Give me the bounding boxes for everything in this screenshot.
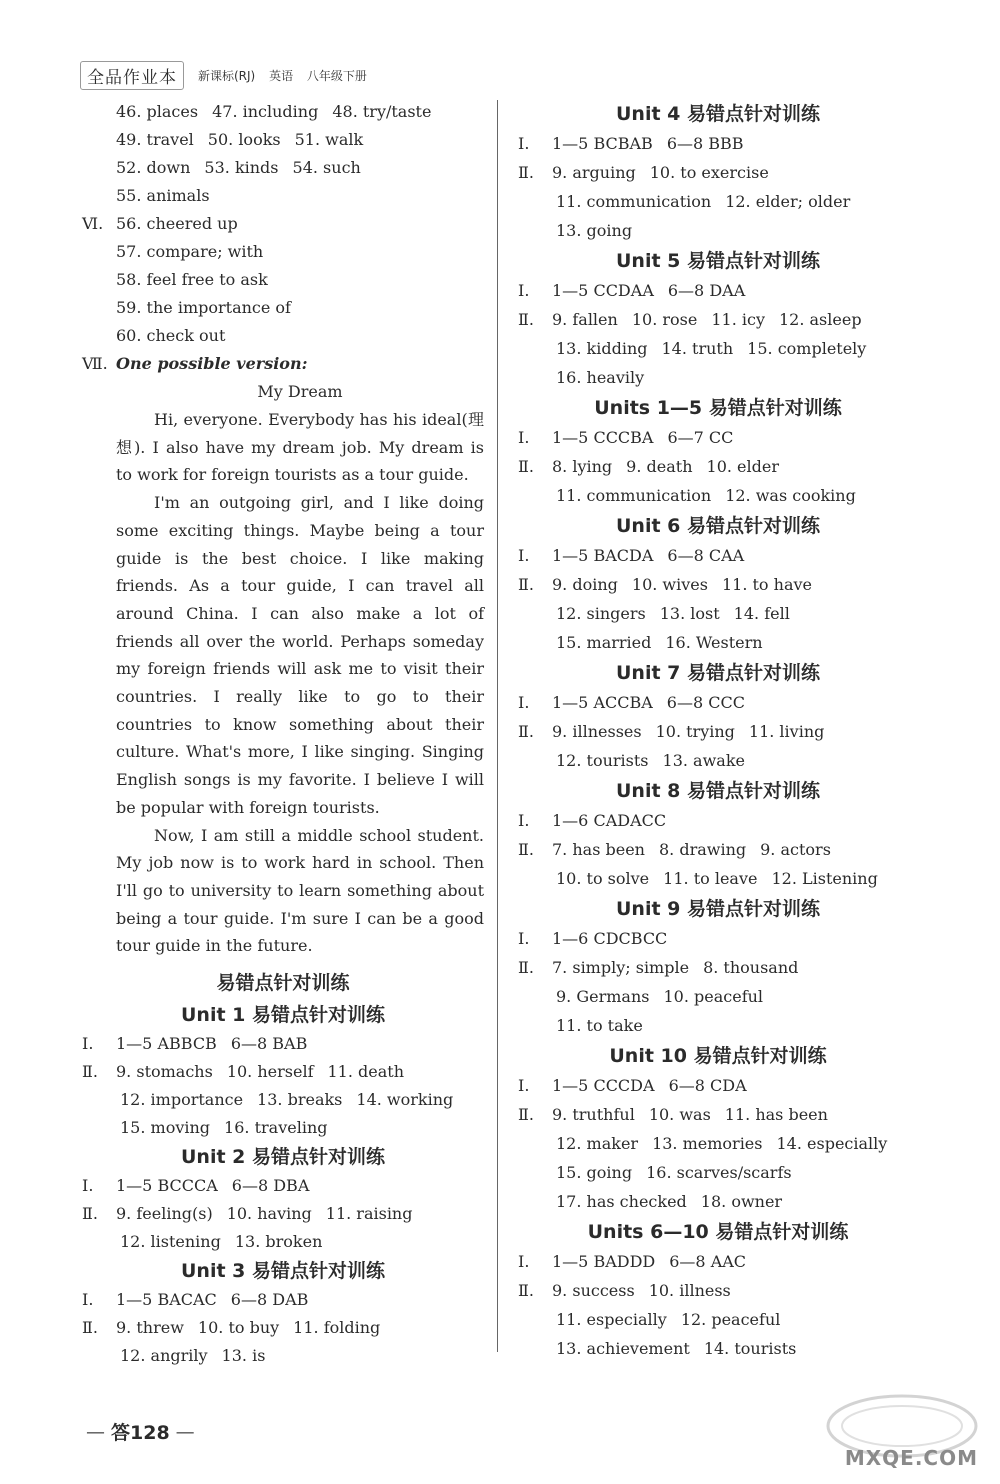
unit-title: Unit 1 易错点针对训练 xyxy=(181,1004,385,1027)
answer-line xyxy=(518,187,918,216)
answer-item: 8. lying xyxy=(552,457,613,476)
answer-item: 6—8 CAA xyxy=(667,546,745,565)
answer-item: 14. especially xyxy=(776,1134,888,1153)
unit-title: Unit 7 易错点针对训练 xyxy=(616,662,820,684)
answer-item: 11. to leave xyxy=(663,869,758,888)
answer-line xyxy=(82,98,484,126)
answer-line xyxy=(82,154,484,182)
answer-item: 13. kidding xyxy=(556,339,648,358)
answer-line xyxy=(518,835,918,864)
answer-line xyxy=(518,982,918,1011)
answer-line xyxy=(518,746,918,775)
unit-section xyxy=(82,1000,484,1142)
answer-line xyxy=(518,305,918,334)
unit-section xyxy=(82,1142,484,1256)
answer-item: 57. compare; with xyxy=(116,242,264,261)
answer-line xyxy=(82,1172,484,1200)
roman-numeral: Ⅰ. xyxy=(518,929,530,948)
roman-numeral: Ⅱ. xyxy=(82,1062,98,1082)
answer-item: 9. success xyxy=(552,1281,635,1300)
essay-heading-line xyxy=(82,350,484,378)
answer-item: 11. to take xyxy=(556,1016,643,1035)
answer-list-vi xyxy=(82,210,484,350)
answer-item: 12. maker xyxy=(556,1134,639,1153)
answer-item: 11. icy xyxy=(711,310,765,329)
answer-item: 55. animals xyxy=(116,186,210,205)
answer-item: 9. actors xyxy=(760,840,831,859)
answer-line xyxy=(82,1286,484,1314)
answer-line xyxy=(82,1228,484,1256)
answer-item: 13. going xyxy=(556,221,633,240)
left-column xyxy=(82,98,484,1370)
answer-item: 14. truth xyxy=(661,339,734,358)
roman-numeral: Ⅰ. xyxy=(518,1076,530,1095)
answer-line xyxy=(518,541,918,570)
page-footer xyxy=(80,1418,201,1445)
answer-line xyxy=(518,1011,918,1040)
answer-line xyxy=(518,1276,918,1305)
answer-item: 15. married xyxy=(556,633,652,652)
answer-item: 58. feel free to ask xyxy=(116,270,268,289)
answer-item: 10. illness xyxy=(648,1281,731,1300)
unit-section xyxy=(518,393,918,510)
answer-item: 14. working xyxy=(356,1090,454,1110)
roman-numeral: Ⅱ. xyxy=(518,457,534,476)
answer-item: 53. kinds xyxy=(204,158,279,177)
right-column xyxy=(518,98,918,1363)
answer-item: 13. achievement xyxy=(556,1339,690,1358)
roman-numeral: Ⅰ. xyxy=(82,1290,94,1310)
book-brand: 全品作业本 xyxy=(80,61,184,90)
answer-item: 12. importance xyxy=(120,1090,244,1110)
answer-item: 7. simply; simple xyxy=(552,958,690,977)
answer-item: 10. to solve xyxy=(556,869,650,888)
answer-item: 13. breaks xyxy=(257,1090,343,1110)
answer-item: 1—5 BACAC xyxy=(116,1290,217,1310)
answer-item: 13. memories xyxy=(652,1134,763,1153)
answer-item: 16. traveling xyxy=(224,1118,328,1138)
answer-item: 14. tourists xyxy=(703,1339,797,1358)
essay-title: My Dream xyxy=(257,382,343,401)
unit-title: Unit 5 易错点针对训练 xyxy=(616,250,820,272)
answer-item: 1—5 CCCDA xyxy=(552,1076,655,1095)
answer-item: 16. Western xyxy=(665,633,763,652)
essay-paragraph: Hi, everyone. Everybody has his ideal(理想). I also have my dream job. My dream is to work for foreign tourists as a tour guide. xyxy=(116,410,484,485)
answer-item: 15. going xyxy=(556,1163,633,1182)
roman-numeral: Ⅶ. xyxy=(82,354,108,373)
footer-dash-left: — xyxy=(86,1420,105,1443)
unit-title: Unit 9 易错点针对训练 xyxy=(616,898,820,920)
answer-item: 1—5 BCCCA xyxy=(116,1176,218,1196)
watermark-text: MXQE.COM xyxy=(844,1446,978,1470)
answer-line xyxy=(518,1334,918,1363)
answer-item: 10. trying xyxy=(655,722,735,741)
answer-item: 11. has been xyxy=(724,1105,828,1124)
essay-body xyxy=(82,406,484,960)
roman-numeral: Ⅰ. xyxy=(518,1252,530,1271)
answer-line xyxy=(518,158,918,187)
unit-section xyxy=(518,511,918,657)
answer-item: 49. travel xyxy=(116,130,194,149)
answer-item: 7. has been xyxy=(552,840,645,859)
answer-item: 10. herself xyxy=(226,1062,314,1082)
answer-item: 11. communication xyxy=(556,486,712,505)
answer-item: 14. fell xyxy=(733,604,790,623)
answer-line xyxy=(518,717,918,746)
answer-item: 13. lost xyxy=(659,604,720,623)
answer-item: 9. illnesses xyxy=(552,722,642,741)
unit-section xyxy=(518,658,918,775)
answer-line xyxy=(518,1071,918,1100)
answer-item: 12. peaceful xyxy=(680,1310,781,1329)
roman-numeral: Ⅰ. xyxy=(82,1176,94,1196)
answer-line xyxy=(518,334,918,363)
answer-item: 59. the importance of xyxy=(116,298,291,317)
answer-item: 9. Germans xyxy=(556,987,650,1006)
page-header xyxy=(80,60,377,90)
roman-numeral: Ⅱ. xyxy=(518,958,534,977)
answer-line xyxy=(82,1314,484,1342)
unit-title: Unit 4 易错点针对训练 xyxy=(616,103,820,125)
unit-section xyxy=(518,776,918,893)
answer-line xyxy=(518,570,918,599)
unit-section xyxy=(518,246,918,392)
answer-item: 1—5 CCCBA xyxy=(552,428,654,447)
answer-item: 9. doing xyxy=(552,575,618,594)
left-unit-sections xyxy=(82,1000,484,1370)
answer-item: 6—8 BBB xyxy=(666,134,744,153)
answer-line xyxy=(518,864,918,893)
right-unit-sections xyxy=(518,99,918,1363)
answer-line xyxy=(82,1086,484,1114)
answer-item: 12. was cooking xyxy=(725,486,856,505)
answer-item: 11. to have xyxy=(721,575,812,594)
answer-item: 9. death xyxy=(626,457,693,476)
unit-section xyxy=(518,1217,918,1363)
answer-line xyxy=(82,1200,484,1228)
answer-line xyxy=(518,1158,918,1187)
answer-item: 9. fallen xyxy=(552,310,618,329)
footer-dash-right: — xyxy=(175,1420,195,1443)
answer-item: 12. tourists xyxy=(556,751,649,770)
column-divider xyxy=(497,100,498,1352)
roman-numeral: Ⅱ. xyxy=(518,310,534,329)
answer-item: 17. has checked xyxy=(556,1192,687,1211)
answer-line xyxy=(82,266,484,294)
essay-heading: One possible version: xyxy=(116,354,308,373)
unit-section xyxy=(518,99,918,245)
answer-item: 1—5 BCBAB xyxy=(552,134,653,153)
answer-line xyxy=(82,322,484,350)
answer-line xyxy=(518,924,918,953)
roman-numeral: Ⅱ. xyxy=(518,163,534,182)
answer-item: 50. looks xyxy=(207,130,281,149)
answer-line xyxy=(518,1129,918,1158)
answer-item: 1—5 ABBCB xyxy=(116,1034,217,1054)
book-meta xyxy=(198,67,377,84)
answer-item: 52. down xyxy=(116,158,191,177)
answer-item: 56. cheered up xyxy=(116,214,238,233)
answer-item: 11. folding xyxy=(293,1318,381,1338)
unit-section xyxy=(82,1256,484,1370)
answer-line xyxy=(518,806,918,835)
unit-title: Unit 10 易错点针对训练 xyxy=(609,1045,827,1067)
answer-line xyxy=(518,1187,918,1216)
answer-item: 1—6 CDCBCC xyxy=(552,929,668,948)
answer-item: 10. having xyxy=(226,1204,312,1224)
meta-edition: 新课标(RJ) xyxy=(198,68,256,83)
answer-line xyxy=(518,628,918,657)
answer-item: 11. death xyxy=(327,1062,404,1082)
answer-line xyxy=(82,1030,484,1058)
answer-item: 15. moving xyxy=(120,1118,211,1138)
answer-line xyxy=(518,688,918,717)
essay-paragraph: I'm an outgoing girl, and I like doing some exciting things. Maybe being a tour guide is the best choice. I like making friends. As a tour guide, I can travel all around China. I can also make a lot of friends all over the world. Perhaps someday my foreign friends will ask me to visit their countries. I really like to go to their countries to know something about their culture. What's more, I like singing. Singing English songs is my favorite. I believe I will be popular with foreign tourists. xyxy=(116,493,484,817)
answer-item: 12. listening xyxy=(120,1232,221,1252)
answer-line xyxy=(518,1100,918,1129)
answer-item: 6—7 CC xyxy=(667,428,734,447)
unit-title: Unit 8 易错点针对训练 xyxy=(616,780,820,802)
answer-line xyxy=(82,182,484,210)
answer-item: 11. communication xyxy=(556,192,712,211)
answer-line xyxy=(518,216,918,245)
meta-subject: 英语 xyxy=(269,68,294,83)
answer-line xyxy=(82,1114,484,1142)
unit-title: Units 6—10 易错点针对训练 xyxy=(587,1221,849,1243)
answer-item: 13. awake xyxy=(662,751,745,770)
answer-item: 18. owner xyxy=(700,1192,783,1211)
answer-list-46-55 xyxy=(82,98,484,210)
answer-item: 48. try/taste xyxy=(332,102,432,121)
answer-line xyxy=(518,953,918,982)
meta-grade: 八年级下册 xyxy=(306,68,367,83)
unit-title: Unit 3 易错点针对训练 xyxy=(181,1260,385,1283)
answer-line xyxy=(518,276,918,305)
answer-item: 1—6 CADACC xyxy=(552,811,667,830)
answer-line xyxy=(82,1058,484,1086)
answer-line xyxy=(518,1247,918,1276)
unit-title: Unit 2 易错点针对训练 xyxy=(181,1146,385,1169)
answer-line xyxy=(82,126,484,154)
roman-numeral: Ⅰ. xyxy=(518,134,530,153)
answer-item: 10. was xyxy=(648,1105,711,1124)
roman-numeral: Ⅰ. xyxy=(518,693,530,712)
answer-item: 11. raising xyxy=(325,1204,413,1224)
roman-numeral: Ⅱ. xyxy=(518,722,534,741)
answer-line xyxy=(518,452,918,481)
answer-item: 10. wives xyxy=(631,575,708,594)
answer-line xyxy=(82,210,484,238)
answer-item: 54. such xyxy=(292,158,361,177)
roman-numeral: Ⅱ. xyxy=(518,575,534,594)
answer-item: 51. walk xyxy=(294,130,364,149)
answer-line xyxy=(82,1342,484,1370)
answer-item: 1—5 CCDAA xyxy=(552,281,654,300)
answer-item: 11. living xyxy=(748,722,825,741)
answer-item: 16. heavily xyxy=(556,368,645,387)
roman-numeral: Ⅱ. xyxy=(518,1281,534,1300)
answer-item: 60. check out xyxy=(116,326,226,345)
roman-numeral: Ⅱ. xyxy=(82,1204,98,1224)
answer-item: 10. to buy xyxy=(197,1318,280,1338)
section-title: 易错点针对训练 xyxy=(216,972,350,995)
answer-item: 6—8 DAB xyxy=(230,1290,309,1310)
roman-numeral: Ⅵ. xyxy=(82,214,104,233)
answer-item: 6—8 DBA xyxy=(231,1176,310,1196)
answer-item: 6—8 CCC xyxy=(666,693,745,712)
answer-line xyxy=(82,238,484,266)
answer-item: 12. singers xyxy=(556,604,646,623)
roman-numeral: Ⅰ. xyxy=(518,428,530,447)
answer-item: 10. to exercise xyxy=(649,163,769,182)
answer-item: 1—5 BACDA xyxy=(552,546,654,565)
answer-item: 15. completely xyxy=(747,339,867,358)
answer-item: 16. scarves/scarfs xyxy=(646,1163,792,1182)
roman-numeral: Ⅰ. xyxy=(518,546,530,565)
answer-item: 47. including xyxy=(212,102,319,121)
answer-item: 12. angrily xyxy=(120,1346,208,1366)
page-number: 答128 xyxy=(111,1422,170,1444)
answer-item: 6—8 CDA xyxy=(668,1076,747,1095)
answer-line xyxy=(518,423,918,452)
answer-item: 46. places xyxy=(116,102,199,121)
answer-item: 8. thousand xyxy=(703,958,799,977)
answer-item: 6—8 DAA xyxy=(667,281,746,300)
answer-item: 9. stomachs xyxy=(116,1062,213,1082)
roman-numeral: Ⅰ. xyxy=(82,1034,94,1054)
answer-item: 12. elder; older xyxy=(725,192,851,211)
unit-section xyxy=(518,894,918,1040)
answer-item: 8. drawing xyxy=(658,840,747,859)
answer-item: 10. rose xyxy=(631,310,698,329)
answer-line xyxy=(518,599,918,628)
answer-item: 10. elder xyxy=(706,457,779,476)
answer-item: 13. is xyxy=(221,1346,266,1366)
roman-numeral: Ⅱ. xyxy=(518,1105,534,1124)
roman-numeral: Ⅱ. xyxy=(518,840,534,859)
unit-title: Unit 6 易错点针对训练 xyxy=(616,515,820,537)
answer-item: 1—5 BADDD xyxy=(552,1252,656,1271)
answer-item: 9. feeling(s) xyxy=(116,1204,213,1224)
unit-title: Units 1—5 易错点针对训练 xyxy=(594,397,842,419)
essay-paragraph: Now, I am still a middle school student. My job now is to work hard in school. Then I'll go to university to learn something about being a tour guide. I'm sure I can be a good tour guide in the future. xyxy=(116,825,484,956)
answer-line xyxy=(82,294,484,322)
answer-line xyxy=(518,1305,918,1334)
unit-section xyxy=(518,1041,918,1216)
answer-item: 6—8 AAC xyxy=(669,1252,747,1271)
roman-numeral: Ⅰ. xyxy=(518,281,530,300)
answer-item: 12. asleep xyxy=(778,310,862,329)
answer-item: 13. broken xyxy=(234,1232,323,1252)
roman-numeral: Ⅱ. xyxy=(82,1318,98,1338)
answer-item: 10. peaceful xyxy=(663,987,764,1006)
answer-item: 1—5 ACCBA xyxy=(552,693,653,712)
answer-item: 12. Listening xyxy=(771,869,878,888)
answer-item: 9. truthful xyxy=(552,1105,635,1124)
answer-item: 9. threw xyxy=(116,1318,184,1338)
answer-line xyxy=(518,481,918,510)
answer-line xyxy=(518,363,918,392)
answer-item: 6—8 BAB xyxy=(230,1034,308,1054)
answer-item: 11. especially xyxy=(556,1310,667,1329)
roman-numeral: Ⅰ. xyxy=(518,811,530,830)
answer-line xyxy=(518,129,918,158)
answer-item: 9. arguing xyxy=(552,163,636,182)
